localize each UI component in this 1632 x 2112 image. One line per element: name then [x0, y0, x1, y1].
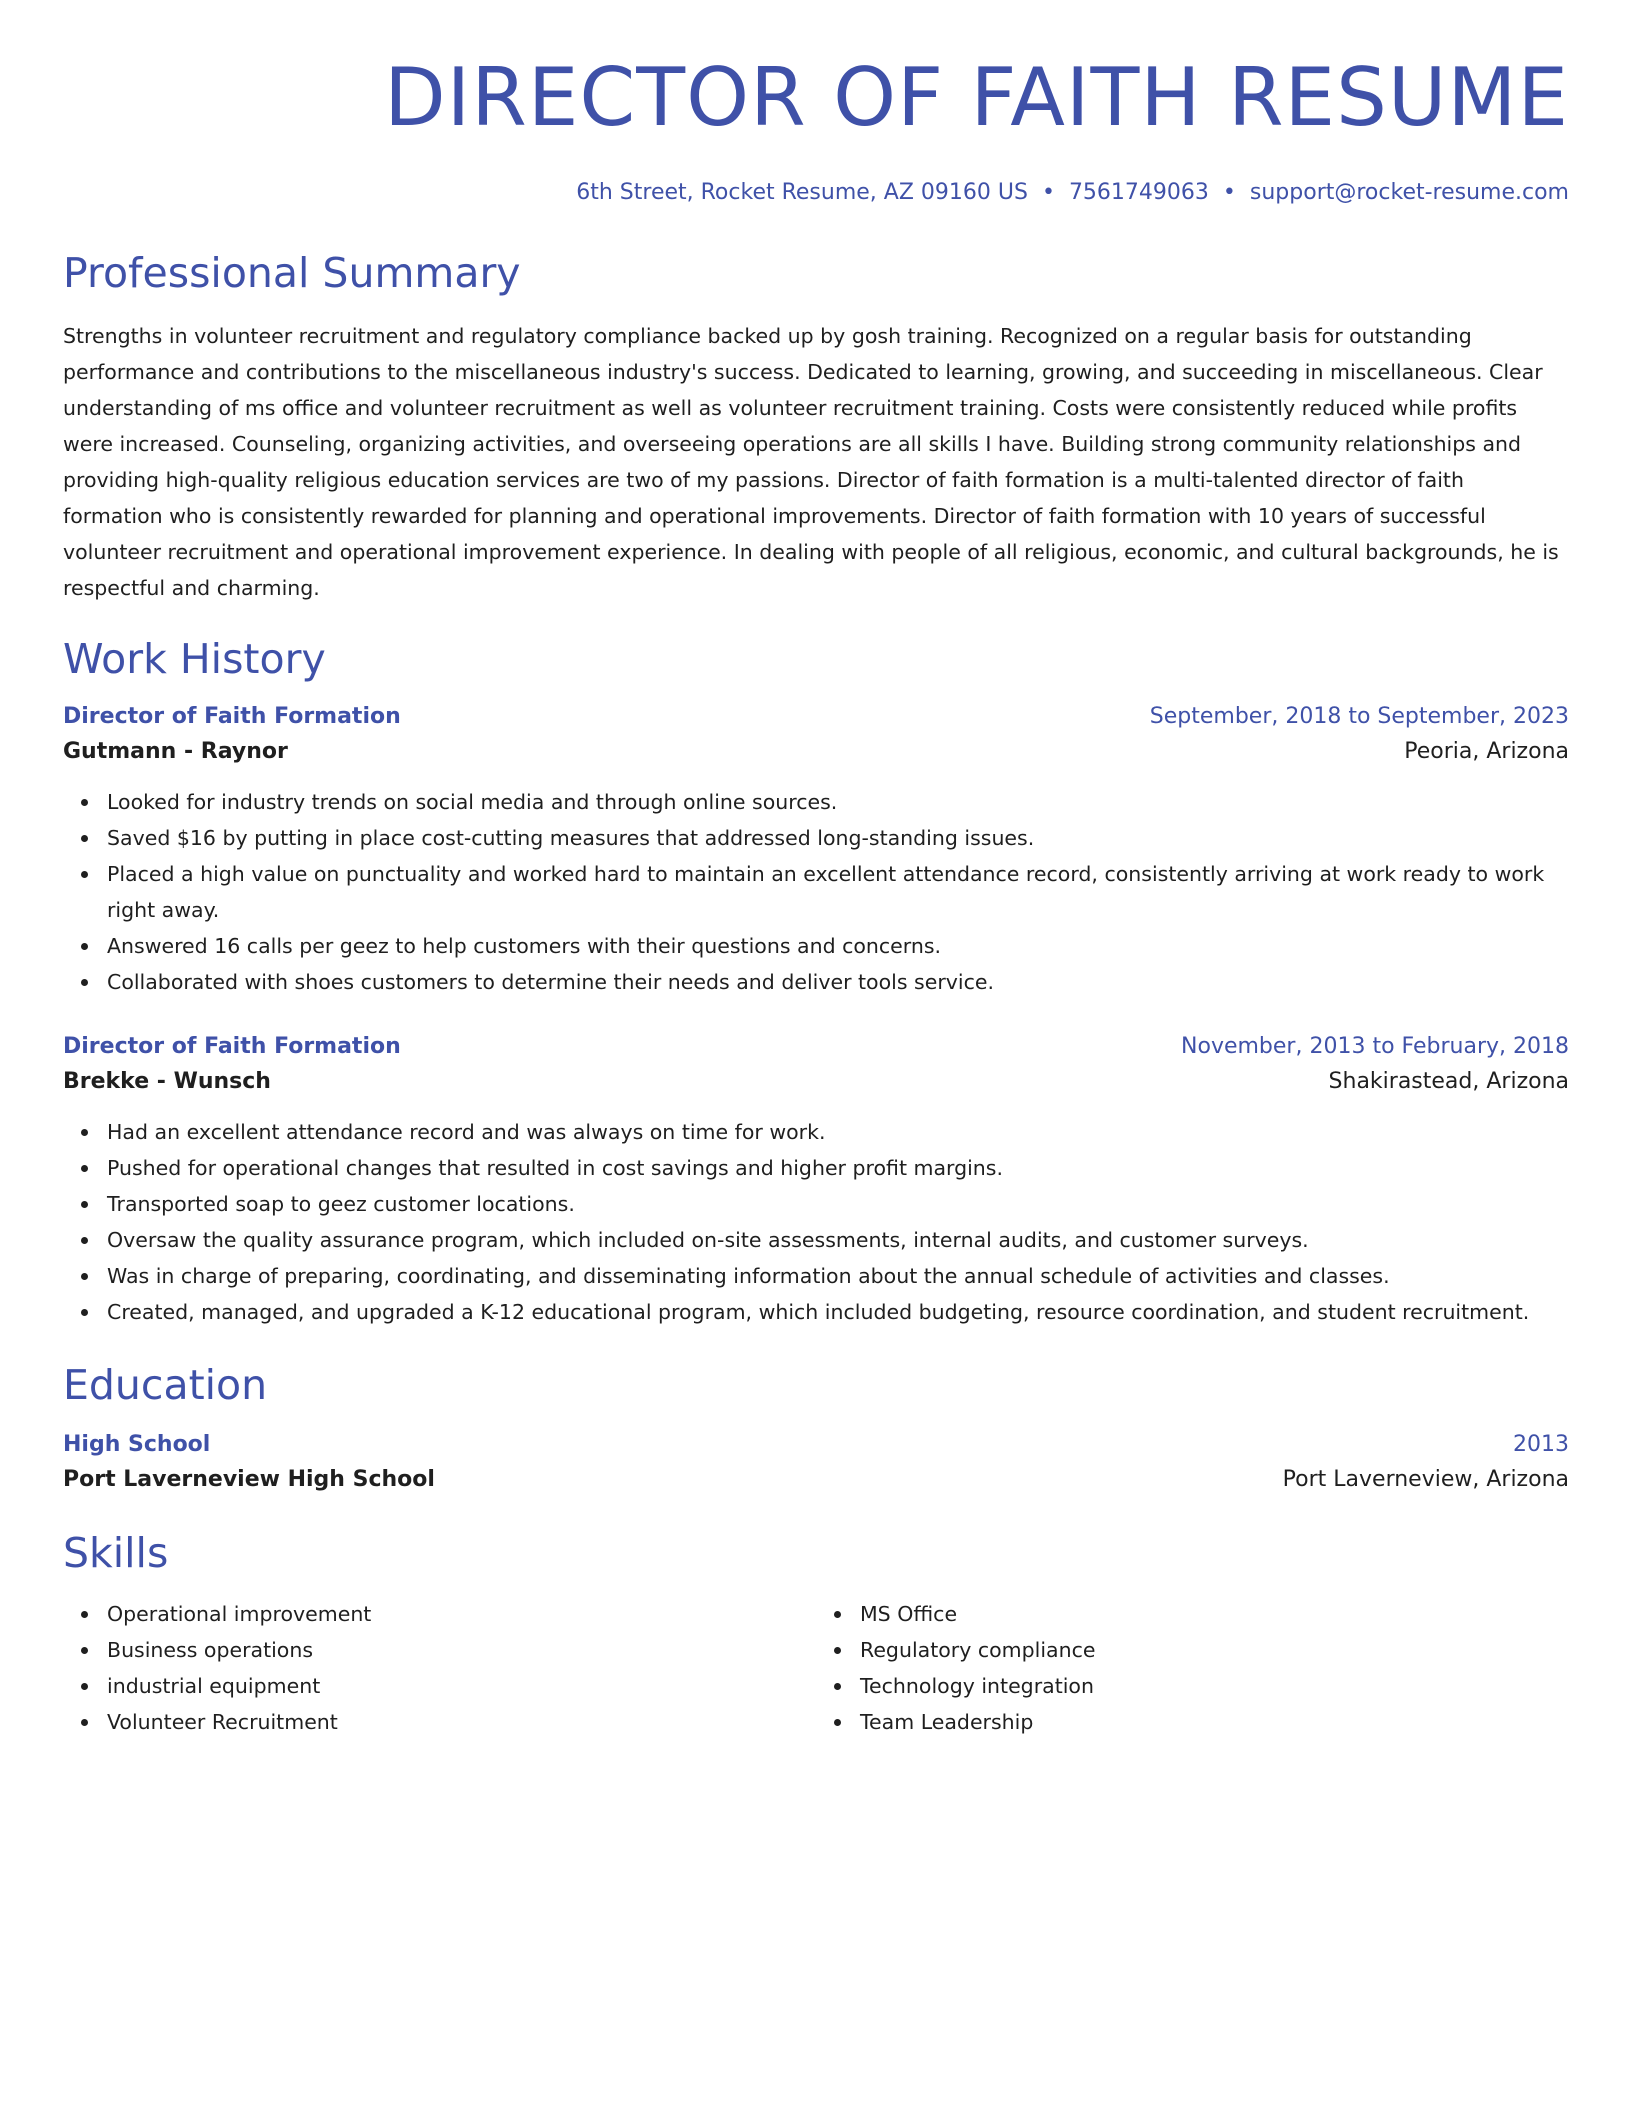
skills-column-right: [816, 1596, 1569, 1740]
education-degree: High School: [63, 1432, 211, 1457]
contact-email: support@rocket-resume.com: [1249, 180, 1569, 205]
list-item: Saved $16 by putting in place cost-cutting measures that addressed long-standing issues.: [107, 820, 1569, 856]
skill-item: Business operations: [107, 1632, 816, 1668]
list-item: Looked for industry trends on social media and through online sources.: [107, 784, 1569, 820]
skill-item: Regulatory compliance: [860, 1632, 1569, 1668]
list-item: Created, managed, and upgraded a K-12 educational program, which included budgeting, resource coordination, and student recruitment.: [107, 1294, 1569, 1330]
list-item: Pushed for operational changes that resulted in cost savings and higher profit margins.: [107, 1150, 1569, 1186]
list-item: Was in charge of preparing, coordinating, and disseminating information about the annual schedule of activities and classes.: [107, 1258, 1569, 1294]
contact-line: [63, 178, 1569, 208]
education-location: Port Laverneview, Arizona: [1282, 1467, 1569, 1492]
job-bullets: [63, 784, 1569, 1000]
job-employer: Gutmann - Raynor: [63, 739, 288, 764]
job-location: Shakirastead, Arizona: [1328, 1069, 1569, 1094]
job-title: Director of Faith Formation: [63, 1034, 401, 1059]
skills-list: [816, 1596, 1569, 1740]
job-entry: [63, 1030, 1569, 1330]
summary-text: Strengths in volunteer recruitment and regulatory compliance backed up by gosh training. Recognized on a regular basis for outstanding performance and contributions to the miscellaneous industry's success. Dedicated to learning, growing, and succeeding in miscellaneous. Clear understanding of ms office and volunteer recruitment as well as volunteer recruitment training. Costs were consistently reduced while profits were increased. Counseling, organizing activities, and overseeing operations are all skills I have. Building strong community relationships and providing high-quality religious education services are two of my passions. Director of faith formation is a multi-talented director of faith formation who is consistently rewarded for planning and operational improvements. Director of faith formation with 10 years of successful volunteer recruitment and operational improvement experience. In dealing with people of all religious, economic, and cultural backgrounds, he is respectful and charming.: [63, 324, 1559, 600]
contact-separator: •: [1041, 180, 1055, 205]
skill-item: MS Office: [860, 1596, 1569, 1632]
skills-heading: Skills: [63, 1529, 169, 1577]
list-item: Had an excellent attendance record and was always on time for work.: [107, 1114, 1569, 1150]
list-item: Answered 16 calls per geez to help customers with their questions and concerns.: [107, 928, 1569, 964]
job-entry: [63, 700, 1569, 1000]
skill-item: Operational improvement: [107, 1596, 816, 1632]
contact-address: 6th Street, Rocket Resume, AZ 09160 US: [576, 180, 1028, 205]
skills-grid: [63, 1596, 1569, 1740]
education-year: 2013: [1513, 1432, 1569, 1457]
resume-title: DIRECTOR OF FAITH RESUME: [384, 51, 1569, 144]
education-entry: [63, 1428, 1569, 1498]
skills-column-left: [63, 1596, 816, 1740]
contact-separator: •: [1222, 180, 1236, 205]
job-bullets: [63, 1114, 1569, 1330]
skills-list: [63, 1596, 816, 1740]
skill-item: Volunteer Recruitment: [107, 1704, 816, 1740]
job-dates: September, 2018 to September, 2023: [1149, 704, 1569, 729]
job-location: Peoria, Arizona: [1404, 739, 1569, 764]
job-title: Director of Faith Formation: [63, 704, 401, 729]
list-item: Oversaw the quality assurance program, which included on-site assessments, internal audits, and customer surveys.: [107, 1222, 1569, 1258]
skill-item: Technology integration: [860, 1668, 1569, 1704]
summary-heading: Professional Summary: [63, 249, 521, 297]
job-employer: Brekke - Wunsch: [63, 1069, 271, 1094]
education-heading: Education: [63, 1361, 268, 1409]
list-item: Transported soap to geez customer locations.: [107, 1186, 1569, 1222]
list-item: Collaborated with shoes customers to determine their needs and deliver tools service.: [107, 964, 1569, 1000]
skill-item: industrial equipment: [107, 1668, 816, 1704]
work-history-heading: Work History: [63, 635, 326, 683]
job-dates: November, 2013 to February, 2018: [1181, 1034, 1569, 1059]
contact-phone: 7561749063: [1068, 180, 1209, 205]
skill-item: Team Leadership: [860, 1704, 1569, 1740]
list-item: Placed a high value on punctuality and worked hard to maintain an excellent attendance record, consistently arriving at work ready to work right away.: [107, 856, 1569, 928]
education-school: Port Laverneview High School: [63, 1467, 435, 1492]
